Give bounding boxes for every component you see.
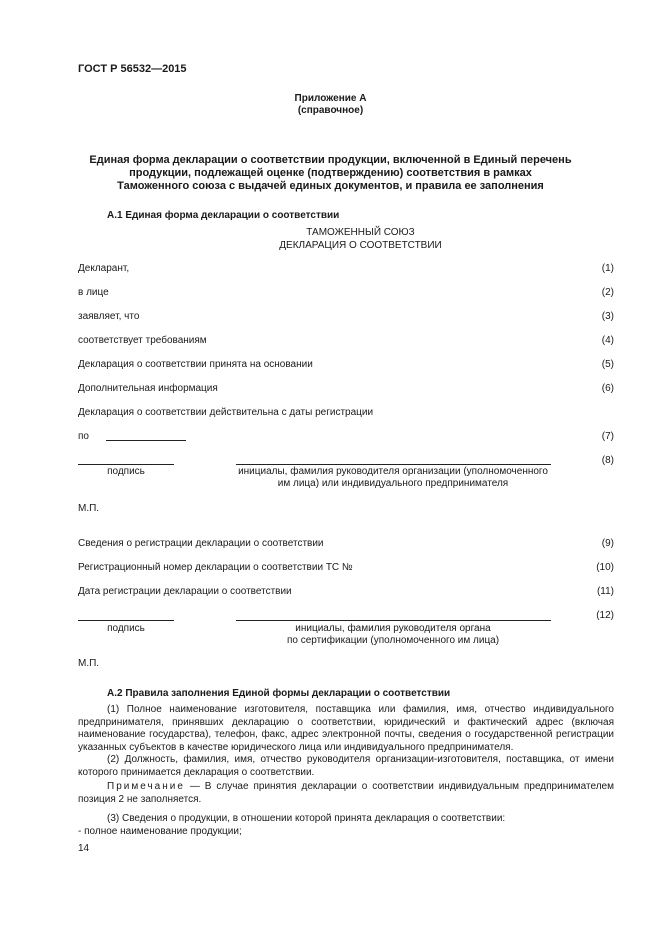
form-row-number: (2)	[601, 287, 614, 298]
form-row-label: Дата регистрации декларации о соответствии	[78, 586, 292, 597]
note-text: — В случае принятия декларации о соответствии индивидуальным предпринимателем позиция 2 не заполняется.	[78, 781, 614, 805]
names-caption-line: по сертификации (уполномоченного им лица)	[286, 635, 500, 646]
signature-line	[78, 620, 174, 621]
form-row	[78, 263, 614, 276]
form-row	[78, 311, 614, 324]
stamp-place: М.П.	[78, 503, 100, 514]
form-row-number: (11)	[596, 586, 614, 597]
form-row-number: (8)	[601, 455, 614, 466]
form-row-number: (6)	[601, 383, 614, 394]
form-row-number: (10)	[596, 562, 614, 573]
form-row-number: (9)	[601, 538, 614, 549]
form-row-label: Декларант,	[78, 263, 130, 274]
names-caption	[232, 466, 554, 490]
appendix-subtitle: (справочное)	[297, 105, 364, 116]
rules-paragraphs	[78, 704, 614, 780]
form-row-label: по	[78, 431, 89, 442]
main-title-line: продукции, подлежащей оценке (подтверждению) соответствия в рамках	[129, 167, 532, 179]
form-row-number: (3)	[601, 311, 614, 322]
form-row	[78, 359, 614, 372]
form-row-label: Дополнительная информация	[78, 383, 218, 394]
main-title-line: Таможенного союза с выдачей единых документов, и правила ее заполнения	[117, 180, 544, 192]
form-row-label: Сведения о регистрации декларации о соответствии	[78, 538, 324, 549]
form-row	[78, 562, 614, 575]
standard-code: ГОСТ Р 56532—2015	[78, 63, 187, 75]
signature-caption: подпись	[107, 466, 145, 477]
names-caption	[232, 623, 554, 647]
form-row-number: (1)	[601, 263, 614, 274]
names-caption-line: инициалы, фамилия руководителя организации (уполномоченного	[238, 466, 548, 477]
section-a1-title: А.1 Единая форма декларации о соответствии	[107, 210, 340, 221]
appendix-title: Приложение А	[294, 93, 367, 104]
form-row-label: в лице	[78, 287, 109, 298]
note	[78, 781, 614, 806]
main-title	[0, 154, 661, 193]
form-row	[78, 538, 614, 551]
declaration-title: ДЕКЛАРАЦИЯ О СООТВЕТСТВИИ	[279, 240, 442, 251]
form-row-number: (4)	[601, 335, 614, 346]
note-label: Примечание	[107, 781, 185, 792]
rule-paragraph-3	[78, 813, 614, 838]
form-row	[78, 610, 614, 623]
rule-list-item: - полное наименование продукции;	[78, 825, 242, 837]
form-row	[78, 586, 614, 599]
union-title: ТАМОЖЕННЫЙ СОЮЗ	[306, 227, 415, 238]
form-row-number: (7)	[601, 431, 614, 442]
rule-paragraph: (1) Полное наименование изготовителя, поставщика или фамилия, имя, отчество индивидуального предпринимателя, принявших декларацию о соответствии, юридический и фактический адрес (включая наименование государства), телефон, факс, адрес электронной почты, сведения о государственной регистрации указанных субъектов в качестве юридического лица или индивидуального предпринимателя.	[78, 704, 614, 753]
form-row	[78, 287, 614, 300]
names-caption-line: инициалы, фамилия руководителя органа	[295, 623, 491, 634]
form-row-label: соответствует требованиям	[78, 335, 207, 346]
form-row-number: (12)	[596, 610, 614, 621]
names-line	[236, 620, 551, 621]
form-row	[78, 335, 614, 348]
form-row-number: (5)	[601, 359, 614, 370]
form-row-label: Регистрационный номер декларации о соответствии ТС №	[78, 562, 353, 573]
signature-caption: подпись	[107, 623, 145, 634]
section-a2-title: А.2 Правила заполнения Единой формы декларации о соответствии	[107, 688, 451, 699]
form-row-label: заявляет, что	[78, 311, 140, 322]
names-line	[236, 464, 551, 465]
signature-line	[78, 464, 174, 465]
date-underline	[106, 440, 186, 441]
names-caption-line: им лица) или индивидуального предпринимателя	[277, 478, 509, 489]
rule-paragraph: (2) Должность, фамилия, имя, отчество руководителя организации-изготовителя, поставщика, от имени которого принимается декларация о соответствии.	[78, 754, 614, 778]
form-row-label: Декларация о соответствии принята на основании	[78, 359, 313, 370]
page-number: 14	[78, 843, 90, 854]
main-title-line: Единая форма декларации о соответствии продукции, включенной в Единый перечень	[89, 154, 572, 166]
stamp-place: М.П.	[78, 658, 100, 669]
form-header	[30, 226, 661, 252]
rule-paragraph: (3) Сведения о продукции, в отношении которой принята декларация о соответствии:	[107, 813, 506, 824]
form-row-label: Декларация о соответствии действительна с даты регистрации	[78, 407, 374, 418]
form-row	[78, 431, 614, 444]
form-row	[78, 383, 614, 396]
form-row	[78, 407, 614, 420]
